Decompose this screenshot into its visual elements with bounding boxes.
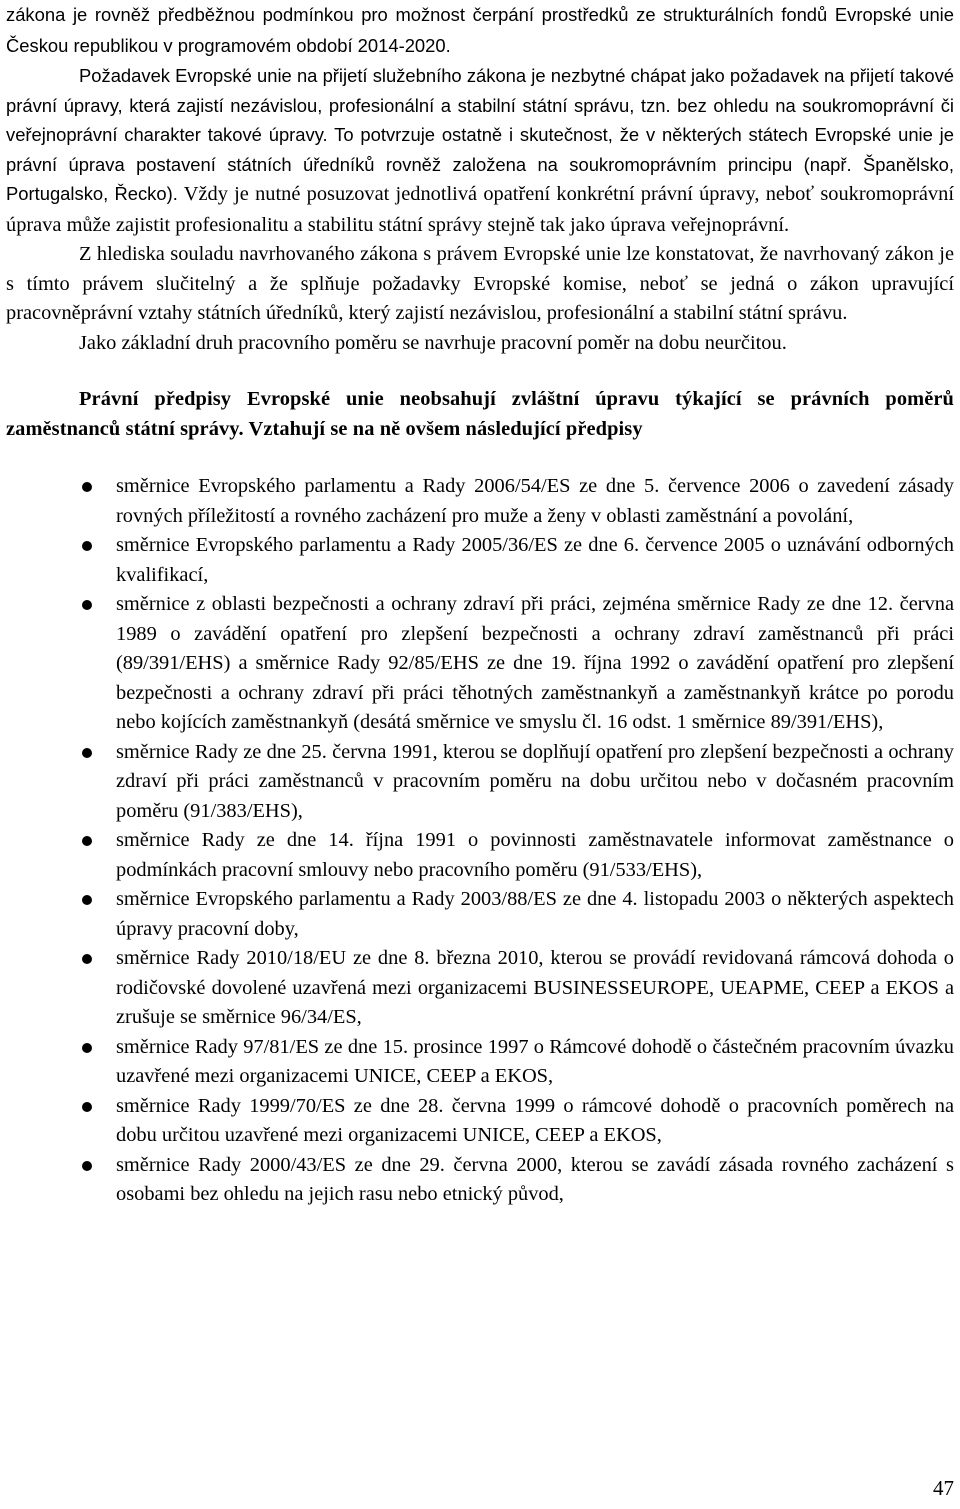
list-item-text: směrnice Rady 2000/43/ES ze dne 29. června 2000, kterou se zavádí zásada rovného zacházení s osobami bez ohledu na jejich rasu nebo etnický původ, bbox=[116, 1153, 954, 1205]
bullet-icon bbox=[82, 482, 92, 492]
paragraph-text: zákona je rovněž předběžnou podmínkou pro možnost čerpání prostředků ze strukturálních fondů Evropské unie Českou republikou v programovém období 2014-2020. bbox=[6, 4, 954, 56]
bullet-icon bbox=[82, 895, 92, 905]
page-number: 47 bbox=[933, 1476, 954, 1500]
bullet-icon bbox=[82, 836, 92, 846]
bullet-icon bbox=[82, 1161, 92, 1171]
list-item bbox=[6, 885, 954, 944]
bullet-icon bbox=[82, 600, 92, 610]
list-item bbox=[6, 826, 954, 885]
list-item-text: směrnice Rady 1999/70/ES ze dne 28. června 1999 o rámcové dohodě o pracovních poměrech na dobu určitou uzavřené mezi organizacemi UNICE, CEEP a EKOS, bbox=[116, 1094, 954, 1146]
list-item-text: směrnice Evropského parlamentu a Rady 2006/54/ES ze dne 5. července 2006 o zavedení zásady rovných příležitostí a rovného zacházení pro muže a ženy v oblasti zaměstnání a povolání, bbox=[116, 475, 954, 527]
document-page bbox=[6, 0, 954, 1210]
list-item bbox=[6, 1151, 954, 1210]
list-item-text: směrnice Evropského parlamentu a Rady 2003/88/ES ze dne 4. listopadu 2003 o některých aspektech úpravy pracovní doby, bbox=[116, 888, 954, 940]
directives-list bbox=[6, 472, 954, 1210]
list-item-text: směrnice Rady ze dne 14. října 1991 o povinnosti zaměstnavatele informovat zaměstnance o podmínkách pracovní smlouvy nebo pracovního poměru (91/533/EHS), bbox=[116, 829, 954, 881]
paragraph-text-tail: Vždy je nutné posuzovat jednotlivá opatření konkrétní právní úpravy, neboť soukromoprávní úprava může zajistit profesionalitu a stabilitu státní správy stejně tak jako úprava veřejnoprávní. bbox=[6, 183, 954, 236]
list-item bbox=[6, 944, 954, 1033]
section-heading: Právní předpisy Evropské unie neobsahují zvláštní úpravu týkající se právních poměrů zaměstnanců státní správy. Vztahují se na ně ovšem následující předpisy bbox=[6, 388, 954, 440]
bullet-icon bbox=[82, 954, 92, 964]
list-item bbox=[6, 738, 954, 827]
bullet-icon bbox=[82, 541, 92, 551]
list-item-text: směrnice Evropského parlamentu a Rady 2005/36/ES ze dne 6. července 2005 o uznávání odborných kvalifikací, bbox=[116, 534, 954, 586]
list-item bbox=[6, 472, 954, 531]
list-item bbox=[6, 1092, 954, 1151]
bullet-icon bbox=[82, 1043, 92, 1053]
list-item-text: směrnice z oblasti bezpečnosti a ochrany zdraví při práci, zejména směrnice Rady ze dne 12. června 1989 o zavádění opatření pro zlepšení bezpečnosti a ochrany zdraví zaměstnanců při práci (89/391/EHS) a směrnice Rady 92/85/EHS ze dne 19. října 1992 o zavádění opatření pro zlepšení bezpečnosti a ochrany zdraví při práci těhotných zaměstnankyň a zaměstnankyň krátce po porodu nebo kojících zaměstnankyň (desátá směrnice ve smyslu čl. 16 odst. 1 směrnice 89/391/EHS), bbox=[116, 593, 954, 733]
paragraph-intro-continuation bbox=[6, 0, 954, 61]
list-item-text: směrnice Rady ze dne 25. června 1991, kterou se doplňují opatření pro zlepšení bezpečnosti a ochrany zdraví při práci zaměstnanců v pracovním poměru na dobu určitou nebo v dočasném pracovním poměru (91/383/EHS), bbox=[116, 740, 954, 822]
bullet-icon bbox=[82, 1102, 92, 1112]
list-item bbox=[6, 531, 954, 590]
list-item bbox=[6, 1033, 954, 1092]
bullet-icon bbox=[82, 748, 92, 758]
list-item-text: směrnice Rady 2010/18/EU ze dne 8. března 2010, kterou se provádí revidovaná rámcová dohoda o rodičovské dovolené uzavřená mezi organizacemi BUSINESSEUROPE, UEAPME, CEEP a EKOS a zrušuje se směrnice 96/34/ES, bbox=[116, 947, 954, 1028]
list-item-text: směrnice Rady 97/81/ES ze dne 15. prosince 1997 o Rámcové dohodě o částečném pracovním úvazku uzavřené mezi organizacemi UNICE, CEEP a EKOS, bbox=[116, 1035, 954, 1087]
paragraph-employment-type: Jako základní druh pracovního poměru se navrhuje pracovní poměr na dobu neurčitou. bbox=[79, 331, 787, 354]
paragraph-text: Požadavek Evropské unie na přijetí služebního zákona je nezbytné chápat jako požadavek na přijetí takové právní úpravy, která zajistí nezávislou, profesionální a stabilní státní správu, tzn. bez ohledu na soukromoprávní či veřejnoprávní charakter takové úpravy. To potvrzuje ostatně i skutečnost, že v některých státech Evropské unie je právní úprava postavení státních úředníků rovněž založena na soukromoprávním principu (např. Španělsko, Portugalsko, Řecko). bbox=[6, 65, 954, 204]
paragraph-eu-requirement bbox=[6, 61, 954, 240]
paragraph-compliance: Z hlediska souladu navrhovaného zákona s právem Evropské unie lze konstatovat, že navrhovaný zákon je s tímto právem slučitelný a že splňuje požadavky Evropské komise, neboť se jedná o zákon upravující pracovněprávní vztahy státních úředníků, který zajistí nezávislou, profesionální a stabilní státní správu. bbox=[6, 243, 954, 324]
list-item bbox=[6, 590, 954, 738]
